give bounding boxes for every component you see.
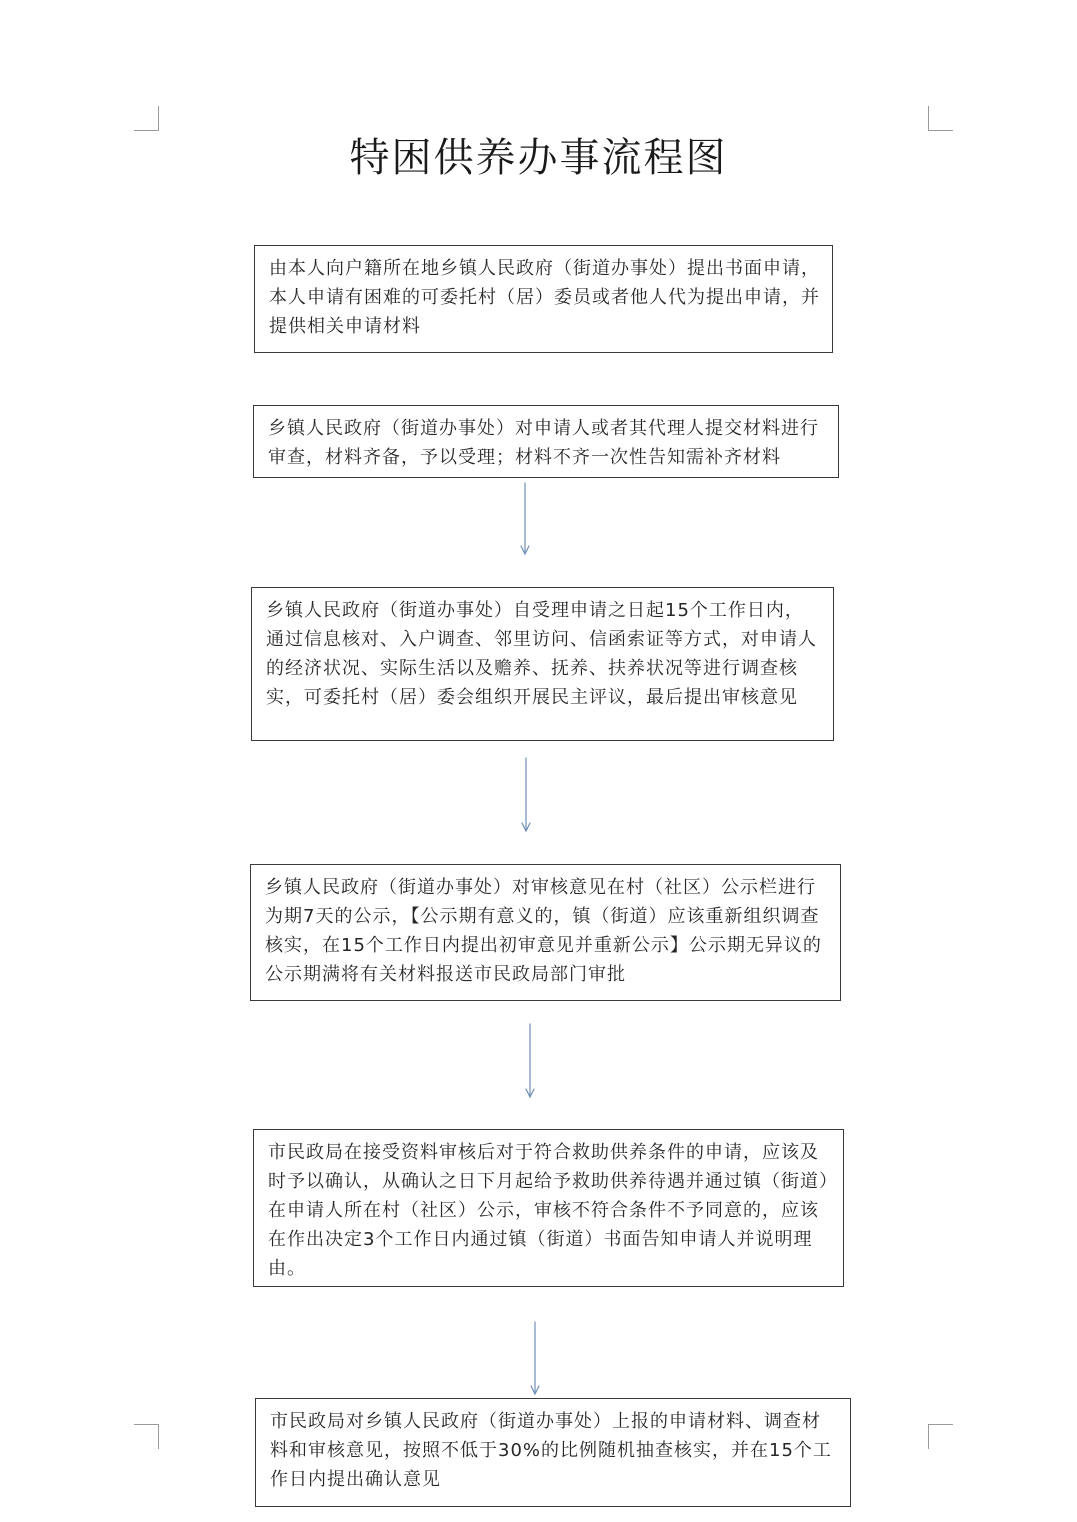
step-1-box: 由本人向户籍所在地乡镇人民政府（街道办事处）提出书面申请，本人申请有困难的可委托村（居）委员或者他人代为提出申请，并提供相关申请材料 bbox=[254, 245, 833, 353]
arrow-step-5-to-6 bbox=[531, 1322, 539, 1394]
step-5-box: 市民政局在接受资料审核后对于符合救助供养条件的申请，应该及时予以确认，从确认之日下月起给予救助供养待遇并通过镇（街道）在申请人所在村（社区）公示，审核不符合条件不予同意的，应该在作出决定3个工作日内通过镇（街道）书面告知申请人并说明理由。 bbox=[253, 1129, 844, 1287]
arrow-step-2-to-3 bbox=[521, 483, 529, 554]
step-4-box: 乡镇人民政府（街道办事处）对审核意见在村（社区）公示栏进行为期7天的公示，【公示期有意义的，镇（街道）应该重新组织调查核实，在15个工作日内提出初审意见并重新公示】公示期无异议的公示期满将有关材料报送市民政局部门审批 bbox=[250, 864, 841, 1001]
flowchart-title: 特困供养办事流程图 bbox=[349, 135, 728, 181]
step-2-box: 乡镇人民政府（街道办事处）对申请人或者其代理人提交材料进行审查，材料齐备，予以受理；材料不齐一次性告知需补齐材料 bbox=[253, 405, 839, 478]
step-6-box: 市民政局对乡镇人民政府（街道办事处）上报的申请材料、调查材料和审核意见，按照不低于30%的比例随机抽查核实，并在15个工作日内提出确认意见 bbox=[255, 1398, 851, 1507]
arrow-step-3-to-4 bbox=[522, 758, 530, 831]
step-3-box: 乡镇人民政府（街道办事处）自受理申请之日起15个工作日内，通过信息核对、入户调查、邻里访问、信函索证等方式，对申请人的经济状况、实际生活以及赡养、抚养、扶养状况等进行调查核实，可委托村（居）委会组织开展民主评议，最后提出审核意见 bbox=[251, 587, 834, 741]
arrow-step-4-to-5 bbox=[526, 1024, 534, 1097]
